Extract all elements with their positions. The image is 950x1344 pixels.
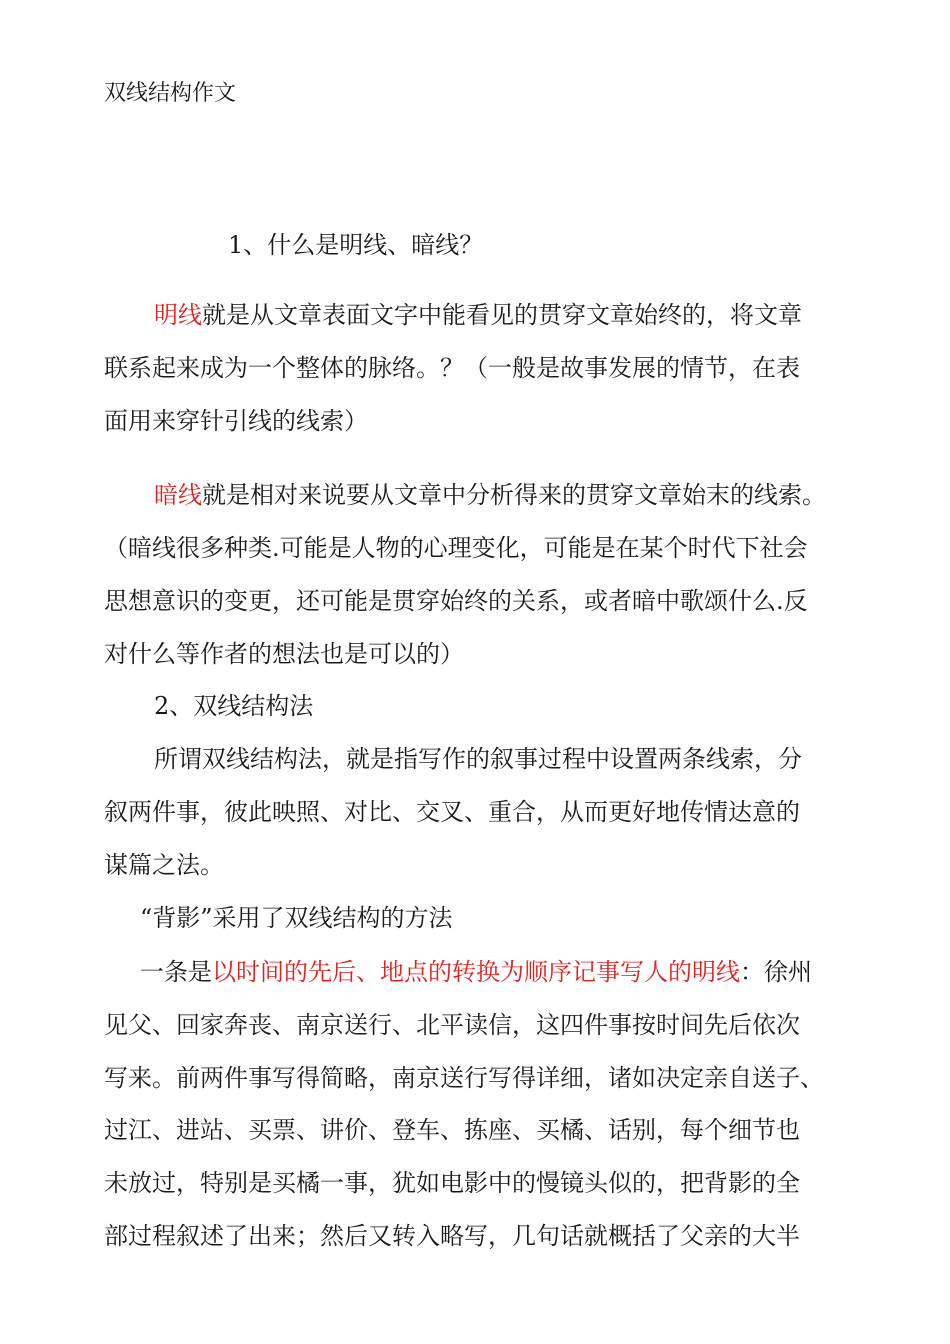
beiying-line-6: 部过程叙述了出来；然后又转入略写，几句话就概括了父亲的大半 <box>104 1222 800 1250</box>
mingxian-text: 就是从文章表面文字中能看见的贯穿文章始终的，将文章 <box>202 301 802 329</box>
mingxian-line-3: 面用来穿针引线的线索） <box>104 407 368 435</box>
anxian-term: 暗线 <box>154 481 202 509</box>
beiying-line-2: 见父、回家奔丧、南京送行、北平读信，这四件事按时间先后依次 <box>104 1011 800 1039</box>
anxian-line-2: （暗线很多种类.可能是人物的心理变化，可能是在某个时代下社会 <box>104 534 808 562</box>
beiying-line-1 <box>140 956 870 988</box>
beiying-line-1-rest: ：徐州 <box>740 958 812 986</box>
beiying-line-3: 写来。前两件事写得简略，南京送行写得详细，诸如决定亲自送子、 <box>104 1064 824 1092</box>
anxian-line-1 <box>154 479 884 511</box>
mingxian-line-1 <box>154 299 884 331</box>
beiying-lead: 一条是 <box>140 958 212 986</box>
mingxian-term: 明线 <box>154 301 202 329</box>
beiying-highlight: 以时间的先后、地点的转换为顺序记事写人的明线 <box>212 958 740 986</box>
mingxian-line-2: 联系起来成为一个整体的脉络。？（一般是故事发展的情节，在表 <box>104 354 800 382</box>
anxian-line-3: 思想意识的变更，还可能是贯穿始终的关系，或者暗中歌颂什么.反 <box>104 587 808 615</box>
anxian-line-4: 对什么等作者的想法也是可以的） <box>104 640 464 668</box>
method-line-2: 叙两件事，彼此映照、对比、交叉、重合，从而更好地传情达意的 <box>104 798 800 826</box>
beiying-intro: “背影”采用了双线结构的方法 <box>140 904 453 932</box>
beiying-line-5: 未放过，特别是买橘一事，犹如电影中的慢镜头似的，把背影的全 <box>104 1169 800 1197</box>
section-heading-2: 2、双线结构法 <box>154 692 314 720</box>
section-heading-1: 1、什么是明线、暗线？ <box>228 231 484 259</box>
method-line-1: 所谓双线结构法，就是指写作的叙事过程中设置两条线索，分 <box>154 745 802 773</box>
method-line-3: 谋篇之法。 <box>104 851 224 879</box>
anxian-text: 就是相对来说要从文章中分析得来的贯穿文章始末的线索。 <box>202 481 826 509</box>
beiying-line-4: 过江、进站、买票、讲价、登车、拣座、买橘、话别，每个细节也 <box>104 1116 800 1144</box>
document-title: 双线结构作文 <box>104 81 237 106</box>
